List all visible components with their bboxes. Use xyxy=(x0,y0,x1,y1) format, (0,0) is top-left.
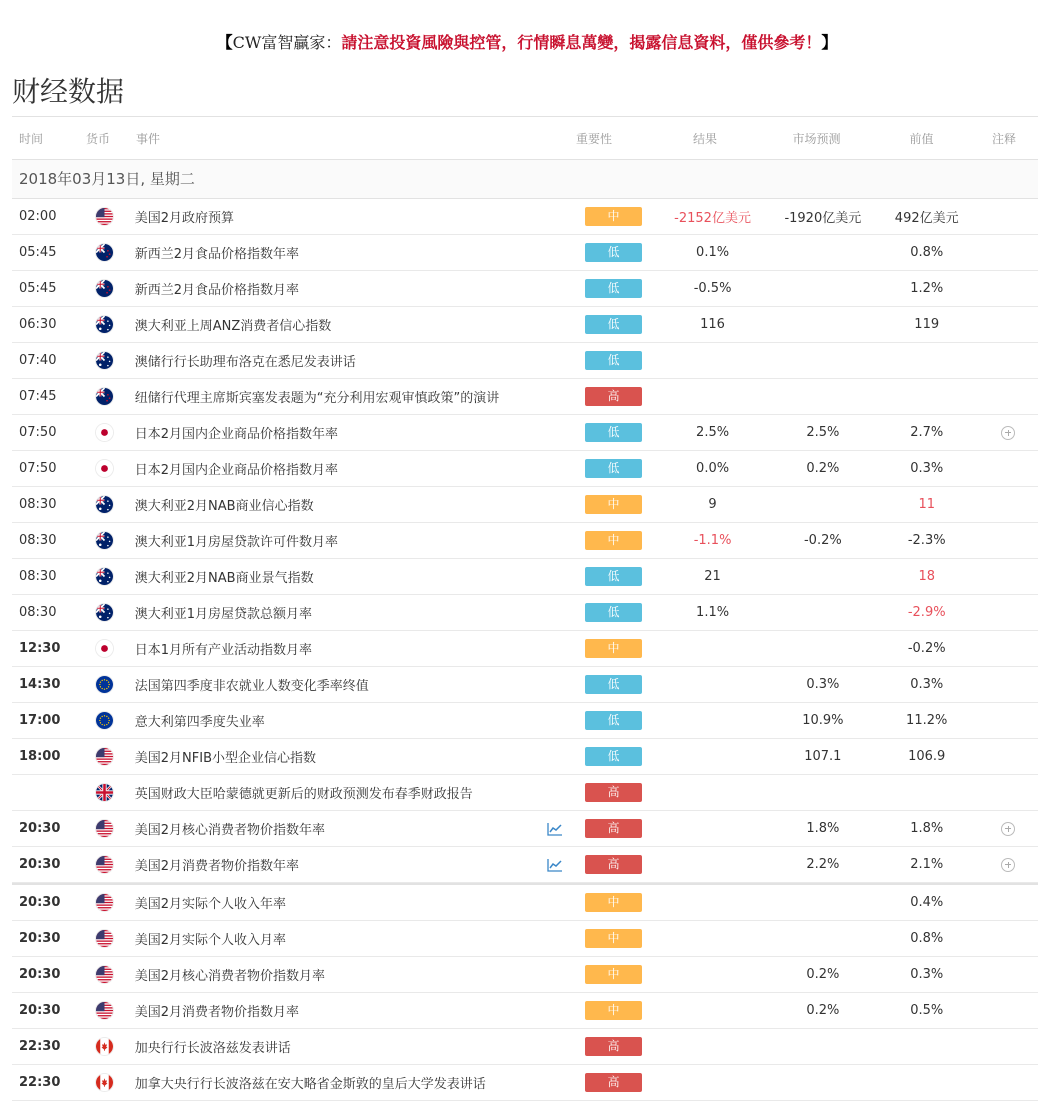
previous-value: 18 xyxy=(918,569,935,584)
us-flag-icon xyxy=(96,208,113,225)
table-row[interactable] xyxy=(12,883,1038,921)
currency-cell xyxy=(79,712,129,729)
event-time: 22:30 xyxy=(19,1075,61,1090)
importance-badge: 中 xyxy=(585,207,642,226)
currency-cell xyxy=(79,856,129,873)
currency-cell xyxy=(79,280,129,297)
importance-cell xyxy=(570,351,654,370)
forecast-value: -0.2% xyxy=(803,533,842,548)
importance-badge: 低 xyxy=(585,279,642,298)
us-flag-icon xyxy=(96,856,113,873)
event-name[interactable]: 纽储行代理主席斯宾塞发表题为“充分利用宏观审慎政策”的演讲 xyxy=(134,391,500,406)
note-cell xyxy=(979,822,1038,836)
table-row[interactable] xyxy=(12,811,1038,847)
currency-cell xyxy=(79,208,129,225)
table-row[interactable] xyxy=(12,1065,1038,1101)
importance-badge: 高 xyxy=(585,1073,642,1092)
forecast-value: 2.5% xyxy=(806,425,840,440)
table-row[interactable] xyxy=(12,415,1038,451)
currency-cell xyxy=(79,568,129,585)
jp-flag-icon xyxy=(96,640,113,657)
previous-value: 1.8% xyxy=(910,821,944,836)
event-time: 12:30 xyxy=(19,641,61,656)
actual-value: 1.1% xyxy=(696,605,730,620)
event-time: 22:30 xyxy=(19,1039,61,1054)
importance-badge: 低 xyxy=(585,675,642,694)
currency-cell xyxy=(79,496,129,513)
previous-value: -2.9% xyxy=(907,605,946,620)
currency-cell xyxy=(79,748,129,765)
actual-value: 2.5% xyxy=(696,425,730,440)
currency-cell xyxy=(79,966,129,983)
importance-badge: 低 xyxy=(585,315,642,334)
previous-value: 0.3% xyxy=(910,461,944,476)
nz-flag-icon xyxy=(96,388,113,405)
importance-cell xyxy=(570,855,654,874)
importance-badge: 低 xyxy=(585,711,642,730)
au-flag-icon xyxy=(96,316,113,333)
actual-value: -2152亿美元 xyxy=(674,211,751,226)
previous-value: 0.3% xyxy=(910,677,944,692)
event-name[interactable]: 澳大利亚1月房屋贷款许可件数月率 xyxy=(134,535,339,550)
col-header-forecast[interactable]: 市场预测 xyxy=(792,131,841,146)
event-name[interactable]: 美国2月实际个人收入月率 xyxy=(134,933,287,948)
previous-value: 1.2% xyxy=(910,281,944,296)
previous-value: 0.4% xyxy=(910,895,944,910)
table-row[interactable] xyxy=(12,667,1038,703)
forecast-value: 0.3% xyxy=(806,677,840,692)
importance-cell xyxy=(570,279,654,298)
chart-icon[interactable] xyxy=(547,858,563,872)
importance-cell xyxy=(570,567,654,586)
us-flag-icon xyxy=(96,966,113,983)
previous-value: 11.2% xyxy=(906,713,948,728)
importance-badge: 中 xyxy=(585,893,642,912)
event-time: 07:50 xyxy=(19,461,57,476)
us-flag-icon xyxy=(96,748,113,765)
jp-flag-icon xyxy=(96,424,113,441)
importance-badge: 高 xyxy=(585,1037,642,1056)
event-name[interactable]: 加央行行长波洛兹发表讲话 xyxy=(134,1041,291,1056)
banner-warning: 請注意投資風險與控管，行情瞬息萬變，揭露信息資料，僅供參考！ xyxy=(341,33,822,52)
importance-badge: 中 xyxy=(585,639,642,658)
previous-value: 2.7% xyxy=(910,425,944,440)
col-header-importance[interactable]: 重要性 xyxy=(576,131,613,146)
previous-value: 2.1% xyxy=(910,857,944,872)
currency-cell xyxy=(79,1074,129,1091)
importance-badge: 中 xyxy=(585,965,642,984)
event-time: 20:30 xyxy=(19,821,61,836)
expand-note-icon[interactable] xyxy=(1001,822,1015,836)
us-flag-icon xyxy=(96,930,113,947)
au-flag-icon xyxy=(96,496,113,513)
nz-flag-icon xyxy=(96,244,113,261)
importance-badge: 低 xyxy=(585,459,642,478)
currency-cell xyxy=(79,640,129,657)
event-name[interactable]: 美国2月核心消费者物价指数年率 xyxy=(134,823,326,838)
event-name[interactable]: 日本1月所有产业活动指数月率 xyxy=(134,643,313,658)
forecast-value: 0.2% xyxy=(806,1003,840,1018)
ca-flag-icon xyxy=(96,1038,113,1055)
importance-badge: 低 xyxy=(585,351,642,370)
importance-cell xyxy=(570,929,654,948)
actual-value: -1.1% xyxy=(693,533,732,548)
currency-cell xyxy=(79,784,129,801)
currency-cell xyxy=(79,316,129,333)
forecast-value: 2.2% xyxy=(806,857,840,872)
importance-badge: 中 xyxy=(585,495,642,514)
event-name[interactable]: 澳大利亚2月NAB商业信心指数 xyxy=(134,499,314,514)
importance-badge: 高 xyxy=(585,855,642,874)
table-row[interactable] xyxy=(12,559,1038,595)
col-header-currency[interactable]: 货币 xyxy=(86,131,111,146)
importance-badge: 中 xyxy=(585,929,642,948)
importance-cell xyxy=(570,639,654,658)
importance-badge: 低 xyxy=(585,603,642,622)
event-time: 05:45 xyxy=(19,245,57,260)
au-flag-icon xyxy=(96,532,113,549)
event-time: 02:00 xyxy=(19,209,57,224)
forecast-value: 0.2% xyxy=(806,967,840,982)
event-name[interactable]: 英国财政大臣哈蒙德就更新后的财政预测发布春季财政报告 xyxy=(134,787,473,802)
table-row[interactable] xyxy=(12,379,1038,415)
note-cell xyxy=(979,858,1038,872)
previous-value: 0.3% xyxy=(910,967,944,982)
jp-flag-icon xyxy=(96,460,113,477)
importance-cell xyxy=(570,315,654,334)
table-row[interactable] xyxy=(12,921,1038,957)
event-name[interactable]: 澳大利亚上周ANZ消费者信心指数 xyxy=(134,319,332,334)
event-time: 07:45 xyxy=(19,389,57,404)
banner-brand: CW富智贏家： xyxy=(232,33,342,52)
event-name[interactable]: 美国2月消费者物价指数月率 xyxy=(134,1005,300,1020)
previous-value: -2.3% xyxy=(907,533,946,548)
table-row[interactable] xyxy=(12,307,1038,343)
currency-cell xyxy=(79,894,129,911)
currency-cell xyxy=(79,244,129,261)
page-title: 财经数据 xyxy=(12,75,125,108)
importance-badge: 高 xyxy=(585,783,642,802)
importance-cell xyxy=(570,1037,654,1056)
event-time: 08:30 xyxy=(19,497,57,512)
event-time: 08:30 xyxy=(19,533,57,548)
importance-badge: 高 xyxy=(585,387,642,406)
importance-cell xyxy=(570,819,654,838)
event-name[interactable]: 美国2月NFIB小型企业信心指数 xyxy=(134,751,316,766)
economic-calendar-table xyxy=(12,116,1038,1101)
disclaimer-banner xyxy=(0,30,1054,53)
event-name[interactable]: 法国第四季度非农就业人数变化季率终值 xyxy=(134,679,369,694)
importance-cell xyxy=(570,1073,654,1092)
previous-value: 106.9 xyxy=(908,749,946,764)
us-flag-icon xyxy=(96,894,113,911)
actual-value: 0.0% xyxy=(696,461,730,476)
event-time: 08:30 xyxy=(19,569,57,584)
event-time: 20:30 xyxy=(19,895,61,910)
importance-cell xyxy=(570,783,654,802)
table-row[interactable] xyxy=(12,847,1038,883)
event-time: 18:00 xyxy=(19,749,61,764)
importance-cell xyxy=(570,243,654,262)
col-header-event[interactable]: 事件 xyxy=(136,131,161,146)
previous-value: -0.2% xyxy=(907,641,946,656)
table-row[interactable] xyxy=(12,595,1038,631)
importance-cell xyxy=(570,495,654,514)
event-name[interactable]: 新西兰2月食品价格指数月率 xyxy=(134,283,300,298)
us-flag-icon xyxy=(96,820,113,837)
currency-cell xyxy=(79,930,129,947)
table-row[interactable] xyxy=(12,451,1038,487)
expand-note-icon[interactable] xyxy=(1001,426,1015,440)
event-name[interactable]: 新西兰2月食品价格指数年率 xyxy=(134,247,300,262)
event-time: 05:45 xyxy=(19,281,57,296)
importance-badge: 低 xyxy=(585,243,642,262)
actual-value: -0.5% xyxy=(693,281,732,296)
table-row[interactable] xyxy=(12,199,1038,235)
importance-cell xyxy=(570,207,654,226)
actual-value: 9 xyxy=(708,497,717,512)
forecast-value: 1.8% xyxy=(806,821,840,836)
au-flag-icon xyxy=(96,604,113,621)
chart-icon[interactable] xyxy=(547,822,563,836)
importance-cell xyxy=(570,423,654,442)
importance-cell xyxy=(570,893,654,912)
currency-cell xyxy=(79,388,129,405)
event-name[interactable]: 澳大利亚2月NAB商业景气指数 xyxy=(134,571,314,586)
eu-flag-icon xyxy=(96,712,113,729)
date-group-header: 2018年03月13日, 星期二 xyxy=(12,160,1038,199)
chart-cell xyxy=(540,822,570,836)
event-name[interactable]: 美国2月政府预算 xyxy=(134,211,235,226)
event-time: 20:30 xyxy=(19,857,61,872)
previous-value: 0.8% xyxy=(910,931,944,946)
table-header xyxy=(12,117,1038,160)
table-row[interactable] xyxy=(12,487,1038,523)
importance-badge: 中 xyxy=(585,1001,642,1020)
table-row[interactable] xyxy=(12,235,1038,271)
currency-cell xyxy=(79,676,129,693)
gb-flag-icon xyxy=(96,784,113,801)
chart-cell xyxy=(540,858,570,872)
event-time: 07:50 xyxy=(19,425,57,440)
importance-badge: 低 xyxy=(585,567,642,586)
expand-note-icon[interactable] xyxy=(1001,858,1015,872)
event-name[interactable]: 美国2月实际个人收入年率 xyxy=(134,897,287,912)
event-rows xyxy=(12,199,1038,1101)
importance-cell xyxy=(570,965,654,984)
currency-cell xyxy=(79,820,129,837)
importance-badge: 高 xyxy=(585,819,642,838)
table-row[interactable] xyxy=(12,1029,1038,1065)
table-row[interactable] xyxy=(12,523,1038,559)
table-row[interactable] xyxy=(12,271,1038,307)
table-row[interactable] xyxy=(12,775,1038,811)
table-row[interactable] xyxy=(12,993,1038,1029)
currency-cell xyxy=(79,352,129,369)
currency-cell xyxy=(79,1002,129,1019)
table-row[interactable] xyxy=(12,957,1038,993)
importance-badge: 低 xyxy=(585,747,642,766)
importance-badge: 中 xyxy=(585,531,642,550)
event-name[interactable]: 日本2月国内企业商品价格指数年率 xyxy=(134,427,339,442)
currency-cell xyxy=(79,424,129,441)
event-name[interactable]: 澳储行行长助理布洛克在悉尼发表讲话 xyxy=(134,355,356,370)
table-row[interactable] xyxy=(12,343,1038,379)
col-header-note: 注释 xyxy=(991,131,1016,146)
event-name[interactable]: 美国2月消费者物价指数年率 xyxy=(134,859,300,874)
importance-cell xyxy=(570,387,654,406)
note-cell xyxy=(979,426,1038,440)
importance-cell xyxy=(570,531,654,550)
actual-value: 116 xyxy=(700,317,725,332)
forecast-value: 10.9% xyxy=(802,713,844,728)
table-row[interactable] xyxy=(12,703,1038,739)
table-row[interactable] xyxy=(12,739,1038,775)
event-name[interactable]: 日本2月国内企业商品价格指数月率 xyxy=(134,463,339,478)
forecast-value: 107.1 xyxy=(804,749,842,764)
event-name[interactable]: 加拿大央行行长波洛兹在安大略省金斯敦的皇后大学发表讲话 xyxy=(134,1077,486,1092)
previous-value: 119 xyxy=(914,317,940,332)
event-time: 07:40 xyxy=(19,353,57,368)
event-name[interactable]: 澳大利亚1月房屋贷款总额月率 xyxy=(134,607,313,622)
currency-cell xyxy=(79,532,129,549)
previous-value: 492亿美元 xyxy=(894,211,959,226)
ca-flag-icon xyxy=(96,1074,113,1091)
importance-cell xyxy=(570,675,654,694)
event-name[interactable]: 意大利第四季度失业率 xyxy=(134,715,265,730)
importance-cell xyxy=(570,459,654,478)
previous-value: 0.8% xyxy=(910,245,944,260)
event-time: 14:30 xyxy=(19,677,61,692)
nz-flag-icon xyxy=(96,280,113,297)
event-time: 06:30 xyxy=(19,317,57,332)
col-header-previous[interactable]: 前值 xyxy=(909,131,934,146)
event-time: 20:30 xyxy=(19,1003,61,1018)
event-name[interactable]: 美国2月核心消费者物价指数月率 xyxy=(134,969,326,984)
importance-cell xyxy=(570,603,654,622)
currency-cell xyxy=(79,1038,129,1055)
previous-value: 11 xyxy=(918,497,935,512)
forecast-value: 0.2% xyxy=(806,461,840,476)
currency-cell xyxy=(79,604,129,621)
event-time: 17:00 xyxy=(19,713,61,728)
currency-cell xyxy=(79,460,129,477)
actual-value: 0.1% xyxy=(696,245,730,260)
importance-cell xyxy=(570,711,654,730)
forecast-value: -1920亿美元 xyxy=(784,211,862,226)
importance-badge: 低 xyxy=(585,423,642,442)
event-time: 20:30 xyxy=(19,931,61,946)
importance-cell xyxy=(570,747,654,766)
au-flag-icon xyxy=(96,352,113,369)
au-flag-icon xyxy=(96,568,113,585)
banner-bracket-close: 】 xyxy=(821,33,838,52)
us-flag-icon xyxy=(96,1002,113,1019)
banner-bracket-open: 【 xyxy=(216,33,233,52)
eu-flag-icon xyxy=(96,676,113,693)
col-header-time[interactable]: 时间 xyxy=(19,131,44,146)
col-header-actual[interactable]: 结果 xyxy=(692,131,717,146)
table-row[interactable] xyxy=(12,631,1038,667)
actual-value: 21 xyxy=(704,569,721,584)
event-time: 20:30 xyxy=(19,967,61,982)
previous-value: 0.5% xyxy=(910,1003,944,1018)
event-time: 08:30 xyxy=(19,605,57,620)
importance-cell xyxy=(570,1001,654,1020)
